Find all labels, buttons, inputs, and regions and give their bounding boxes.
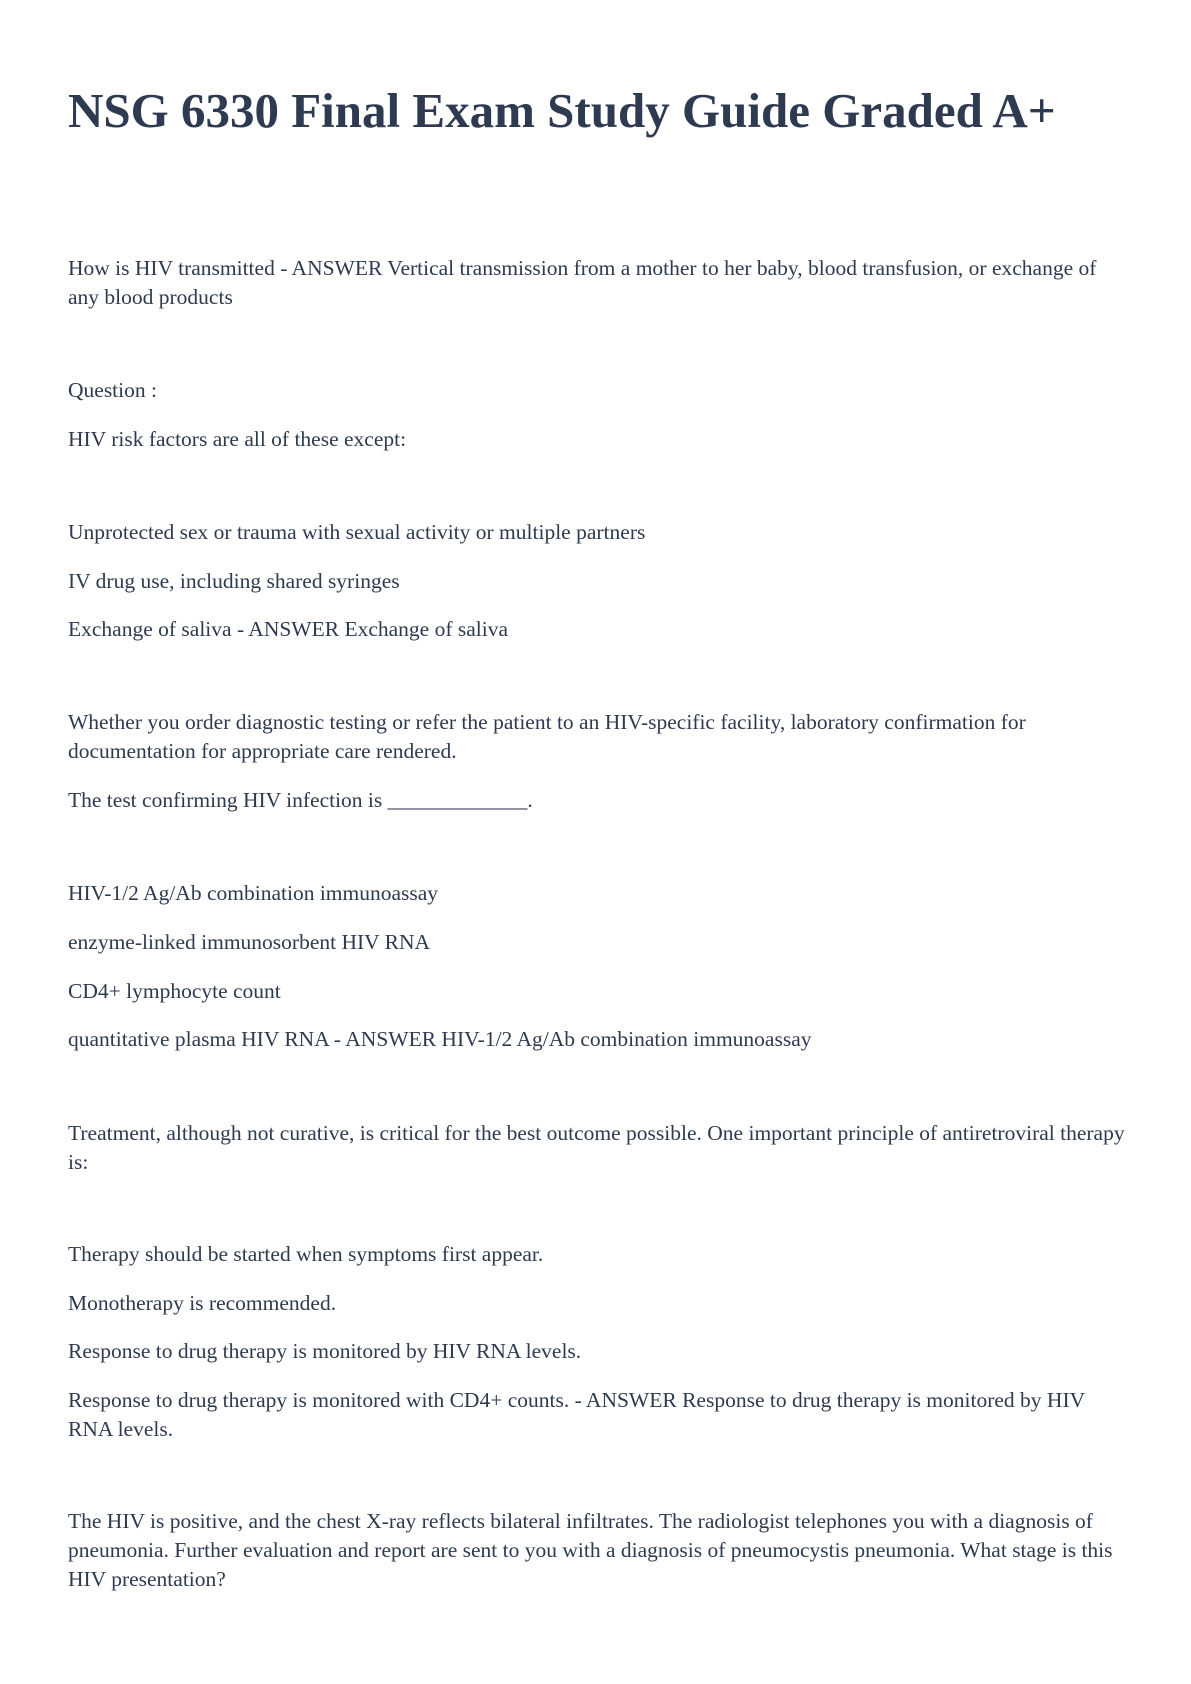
- question-label: Question :: [68, 378, 157, 402]
- option-ag-ab-immunoassay: HIV-1/2 Ag/Ab combination immunoassay: [68, 881, 439, 905]
- option-quantitative-rna-answer: quantitative plasma HIV RNA - ANSWER HIV-1/2 Ag/Ab combination immunoassay: [68, 1027, 812, 1051]
- option-cd4-counts-answer: Response to drug therapy is monitored with CD4+ counts. - ANSWER Response to drug therapy is monitored by HIV RNA levels.: [68, 1388, 1085, 1441]
- option-cd4-count: CD4+ lymphocyte count: [68, 979, 281, 1003]
- option-enzyme-linked: enzyme-linked immunosorbent HIV RNA: [68, 930, 431, 954]
- paragraph-diagnostic-testing: Whether you order diagnostic testing or refer the patient to an HIV-specific facility, laboratory confirmation for documentation for appropriate care rendered.: [68, 710, 1026, 763]
- option-monotherapy: Monotherapy is recommended.: [68, 1291, 337, 1315]
- option-iv-drug-use: IV drug use, including shared syringes: [68, 569, 400, 593]
- question-antiretroviral-principle: Treatment, although not curative, is critical for the best outcome possible. One important principle of antiretroviral therapy is:: [68, 1121, 1125, 1174]
- option-unprotected-sex: Unprotected sex or trauma with sexual activity or multiple partners: [68, 520, 646, 544]
- question-hiv-stage: The HIV is positive, and the chest X-ray reflects bilateral infiltrates. The radiologist telephones you with a diagnosis of pneumonia. Further evaluation and report are sent to you with a diagnosis of pneumocystis pneumonia. What stage is this HIV presentation?: [68, 1509, 1113, 1591]
- question-hiv-risk-factors: HIV risk factors are all of these except:: [68, 427, 407, 451]
- option-therapy-symptoms: Therapy should be started when symptoms first appear.: [68, 1242, 544, 1266]
- qa-hiv-transmission: How is HIV transmitted - ANSWER Vertical transmission from a mother to her baby, blood transfusion, or exchange of any blood products: [68, 256, 1097, 309]
- question-confirming-test: The test confirming HIV infection is _____________.: [68, 788, 533, 812]
- document-title: NSG 6330 Final Exam Study Guide Graded A+: [68, 83, 1056, 138]
- option-hiv-rna-levels: Response to drug therapy is monitored by HIV RNA levels.: [68, 1339, 582, 1363]
- option-exchange-saliva-answer: Exchange of saliva - ANSWER Exchange of saliva: [68, 617, 509, 641]
